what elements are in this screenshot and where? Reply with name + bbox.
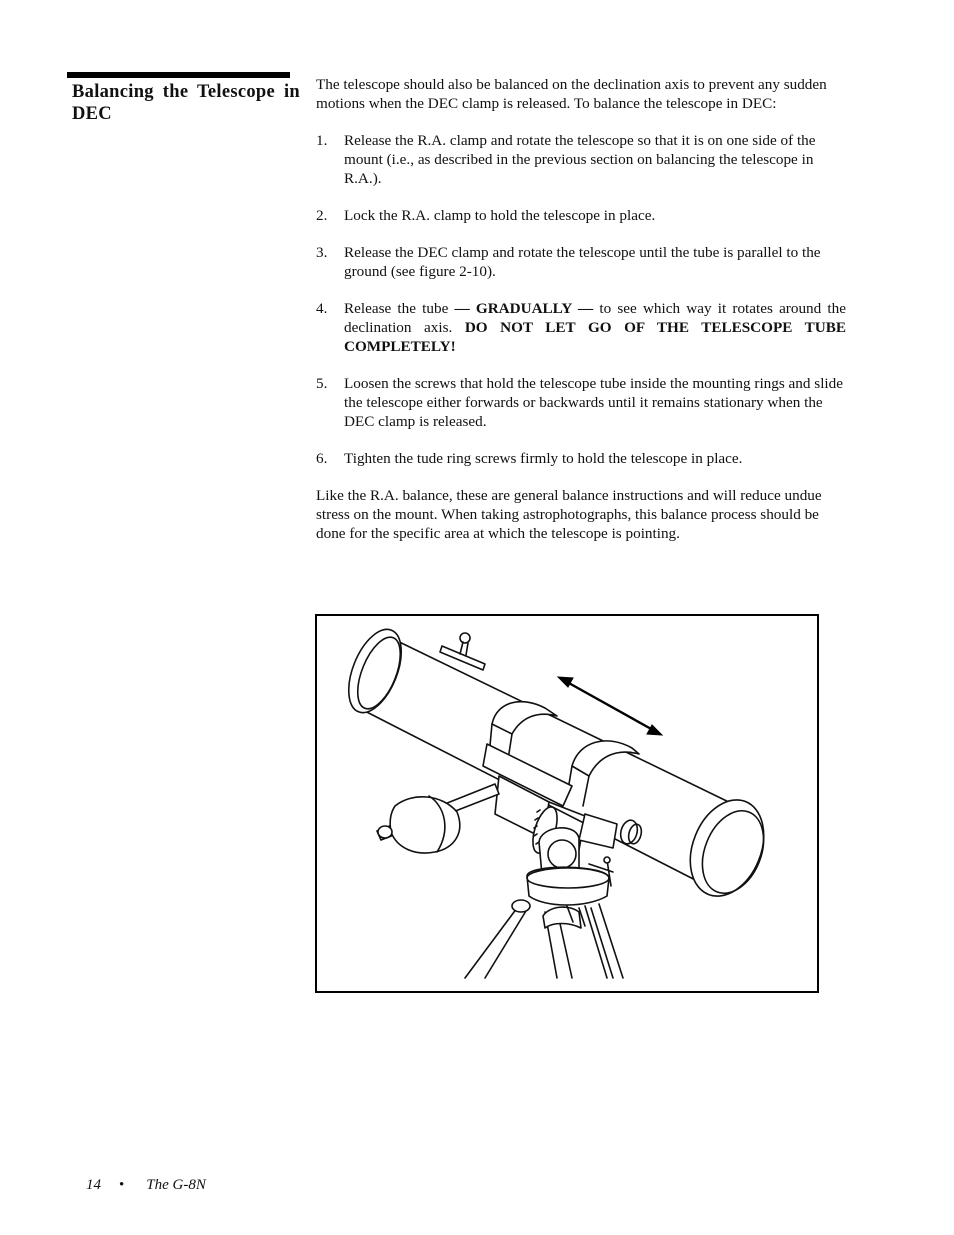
step-number: 2. [316, 206, 328, 224]
page-footer [86, 1175, 206, 1195]
section-heading: Balancing the Telescope in DEC [72, 82, 300, 124]
step-text: Tighten the tude ring screws firmly to hold the telescope in place. [344, 449, 743, 467]
step-text: Release the DEC clamp and rotate the telescope until the tube is parallel to the ground (see figure 2-10). [344, 244, 821, 280]
step-number: 4. [316, 300, 328, 318]
step-text: Loosen the screws that hold the telescope tube inside the mounting rings and slide the telescope either forwards or backwards until it remains stationary when the DEC clamp is released. [344, 375, 843, 430]
step-item [316, 207, 846, 226]
step-number: 3. [316, 244, 328, 262]
section-body [316, 76, 846, 562]
intro-paragraph: The telescope should also be balanced on the declination axis to prevent any sudden motions when the DEC clamp is released. To balance the telescope in DEC: [316, 76, 827, 112]
step-emphasis: — GRADUALLY — [454, 300, 594, 318]
step-text: Release the tube [344, 300, 455, 318]
step-item [316, 375, 846, 431]
step-warning: DO NOT LET GO OF THE TELESCOPE TUBE COMPLETELY! [344, 319, 846, 355]
counterweight-lock-knob [378, 826, 392, 838]
step-number: 6. [316, 449, 328, 467]
footer-separator: • [119, 1177, 125, 1193]
mount-base [527, 867, 609, 905]
section-rule [67, 72, 290, 78]
step-text: Release the R.A. clamp and rotate the telescope so that it is on one side of the mount (i.e., as described in the previous section on balancing the telescope in R.A.). [344, 132, 816, 187]
step-item [316, 132, 846, 188]
telescope-illustration [317, 616, 817, 991]
page-number: 14 [86, 1177, 101, 1193]
step-number: 5. [316, 375, 328, 393]
closing-paragraph: Like the R.A. balance, these are general balance instructions and will reduce undue stress on the mount. When taking astrophotographs, this balance process should be done for the specific area at which the telescope is pointing. [316, 487, 822, 542]
figure-frame [315, 614, 819, 993]
manual-title: The G-8N [146, 1177, 206, 1193]
tripod-leg-left [465, 906, 529, 978]
step-item [316, 450, 846, 469]
step-number: 1. [316, 132, 328, 150]
step-item [316, 300, 846, 356]
tripod-leg-right [585, 904, 623, 978]
step-text: to see which way it rotates around the declination axis. [344, 300, 846, 337]
instruction-steps [316, 132, 846, 469]
latitude-knob [548, 840, 576, 868]
step-text: Lock the R.A. clamp to hold the telescope in place. [344, 206, 656, 224]
counterweight [390, 797, 460, 853]
step-item [316, 244, 846, 281]
